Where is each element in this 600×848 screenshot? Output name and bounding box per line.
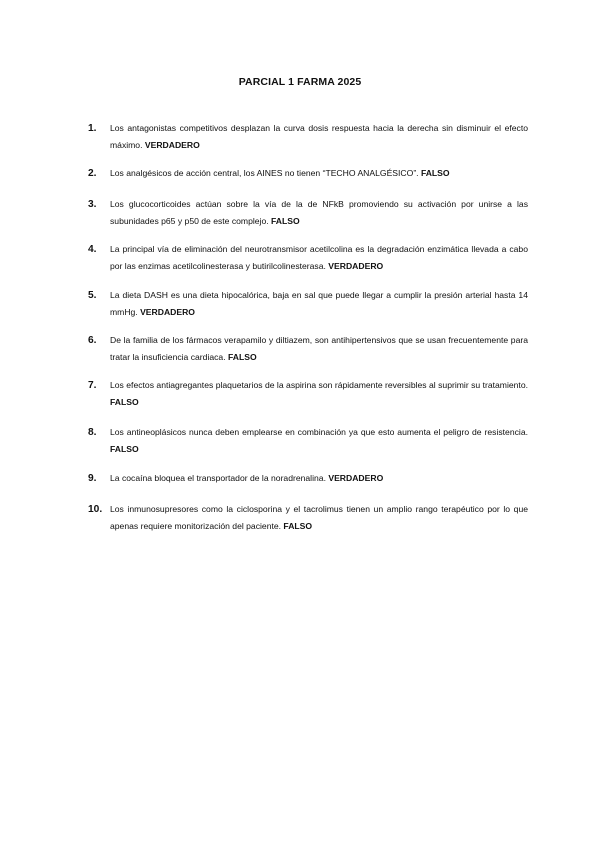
question-number: 10. [88, 504, 103, 515]
question-item [88, 196, 528, 230]
question-number: 1. [88, 123, 97, 134]
question-answer: VERDADERO [144, 140, 200, 150]
question-item [88, 120, 528, 154]
page-title: PARCIAL 1 FARMA 2025 [238, 76, 362, 88]
question-item [88, 501, 528, 535]
question-answer: FALSO [110, 444, 139, 454]
question-list [88, 120, 528, 535]
question-number: 4. [88, 244, 97, 255]
question-item [88, 287, 528, 321]
question-number: 2. [88, 168, 97, 179]
question-text: Los inmunosupresores como la ciclosporina y el tacrolimus tienen un amplio rango terapéutico por lo que apenas requiere monitorización del paciente. [110, 504, 528, 531]
question-answer: FALSO [420, 168, 450, 178]
question-item [88, 470, 528, 487]
question-number: 3. [88, 199, 97, 210]
question-text: Los analgésicos de acción central, los AINES no tienen “TECHO ANALGÉSICO”. [110, 168, 421, 178]
question-text: Los glucocorticoides actúan sobre la vía de la de NFkB promoviendo su activación por unirse a las subunidades p65 y p50 de este complejo. [110, 199, 528, 226]
question-answer: VERDADERO [140, 307, 195, 317]
question-number: 6. [88, 335, 97, 346]
question-item [88, 241, 528, 275]
question-text: La principal vía de eliminación del neurotransmisor acetilcolina es la degradación enzimática llevada a cabo por las enzimas acetilcolinesterasa y butirilcolinesterasa. [110, 244, 528, 271]
question-number: 5. [88, 290, 97, 301]
question-answer: FALSO [283, 521, 313, 531]
question-text: Los efectos antiagregantes plaquetarios de la aspirina son rápidamente reversibles al suprimir su tratamiento. [110, 380, 528, 390]
question-answer: VERDADERO [328, 261, 384, 271]
question-text: Los antineoplásicos nunca deben emplearse en combinación ya que esto aumenta el peligro de resistencia. [110, 427, 528, 437]
question-text: De la familia de los fármacos verapamilo y diltiazem, son antihipertensivos que se usan frecuentemente para tratar la insuficiencia cardiaca. [110, 335, 528, 362]
question-answer: FALSO [271, 216, 300, 226]
question-item [88, 332, 528, 366]
question-item [88, 377, 528, 411]
question-text: Los antagonistas competitivos desplazan la curva dosis respuesta hacia la derecha sin disminuir el efecto máximo. [110, 123, 528, 150]
question-item [88, 424, 528, 458]
question-answer: VERDADERO [328, 473, 384, 483]
question-text: La cocaína bloquea el transportador de la noradrenalina. [110, 473, 329, 483]
question-item [88, 165, 528, 182]
question-number: 7. [88, 380, 97, 391]
question-answer: FALSO [110, 397, 139, 407]
question-answer: FALSO [227, 352, 257, 362]
question-number: 8. [88, 427, 97, 438]
question-number: 9. [88, 473, 97, 484]
question-text: La dieta DASH es una dieta hipocalórica, baja en sal que puede llegar a cumplir la presión arterial hasta 14 mmHg. [110, 290, 528, 317]
